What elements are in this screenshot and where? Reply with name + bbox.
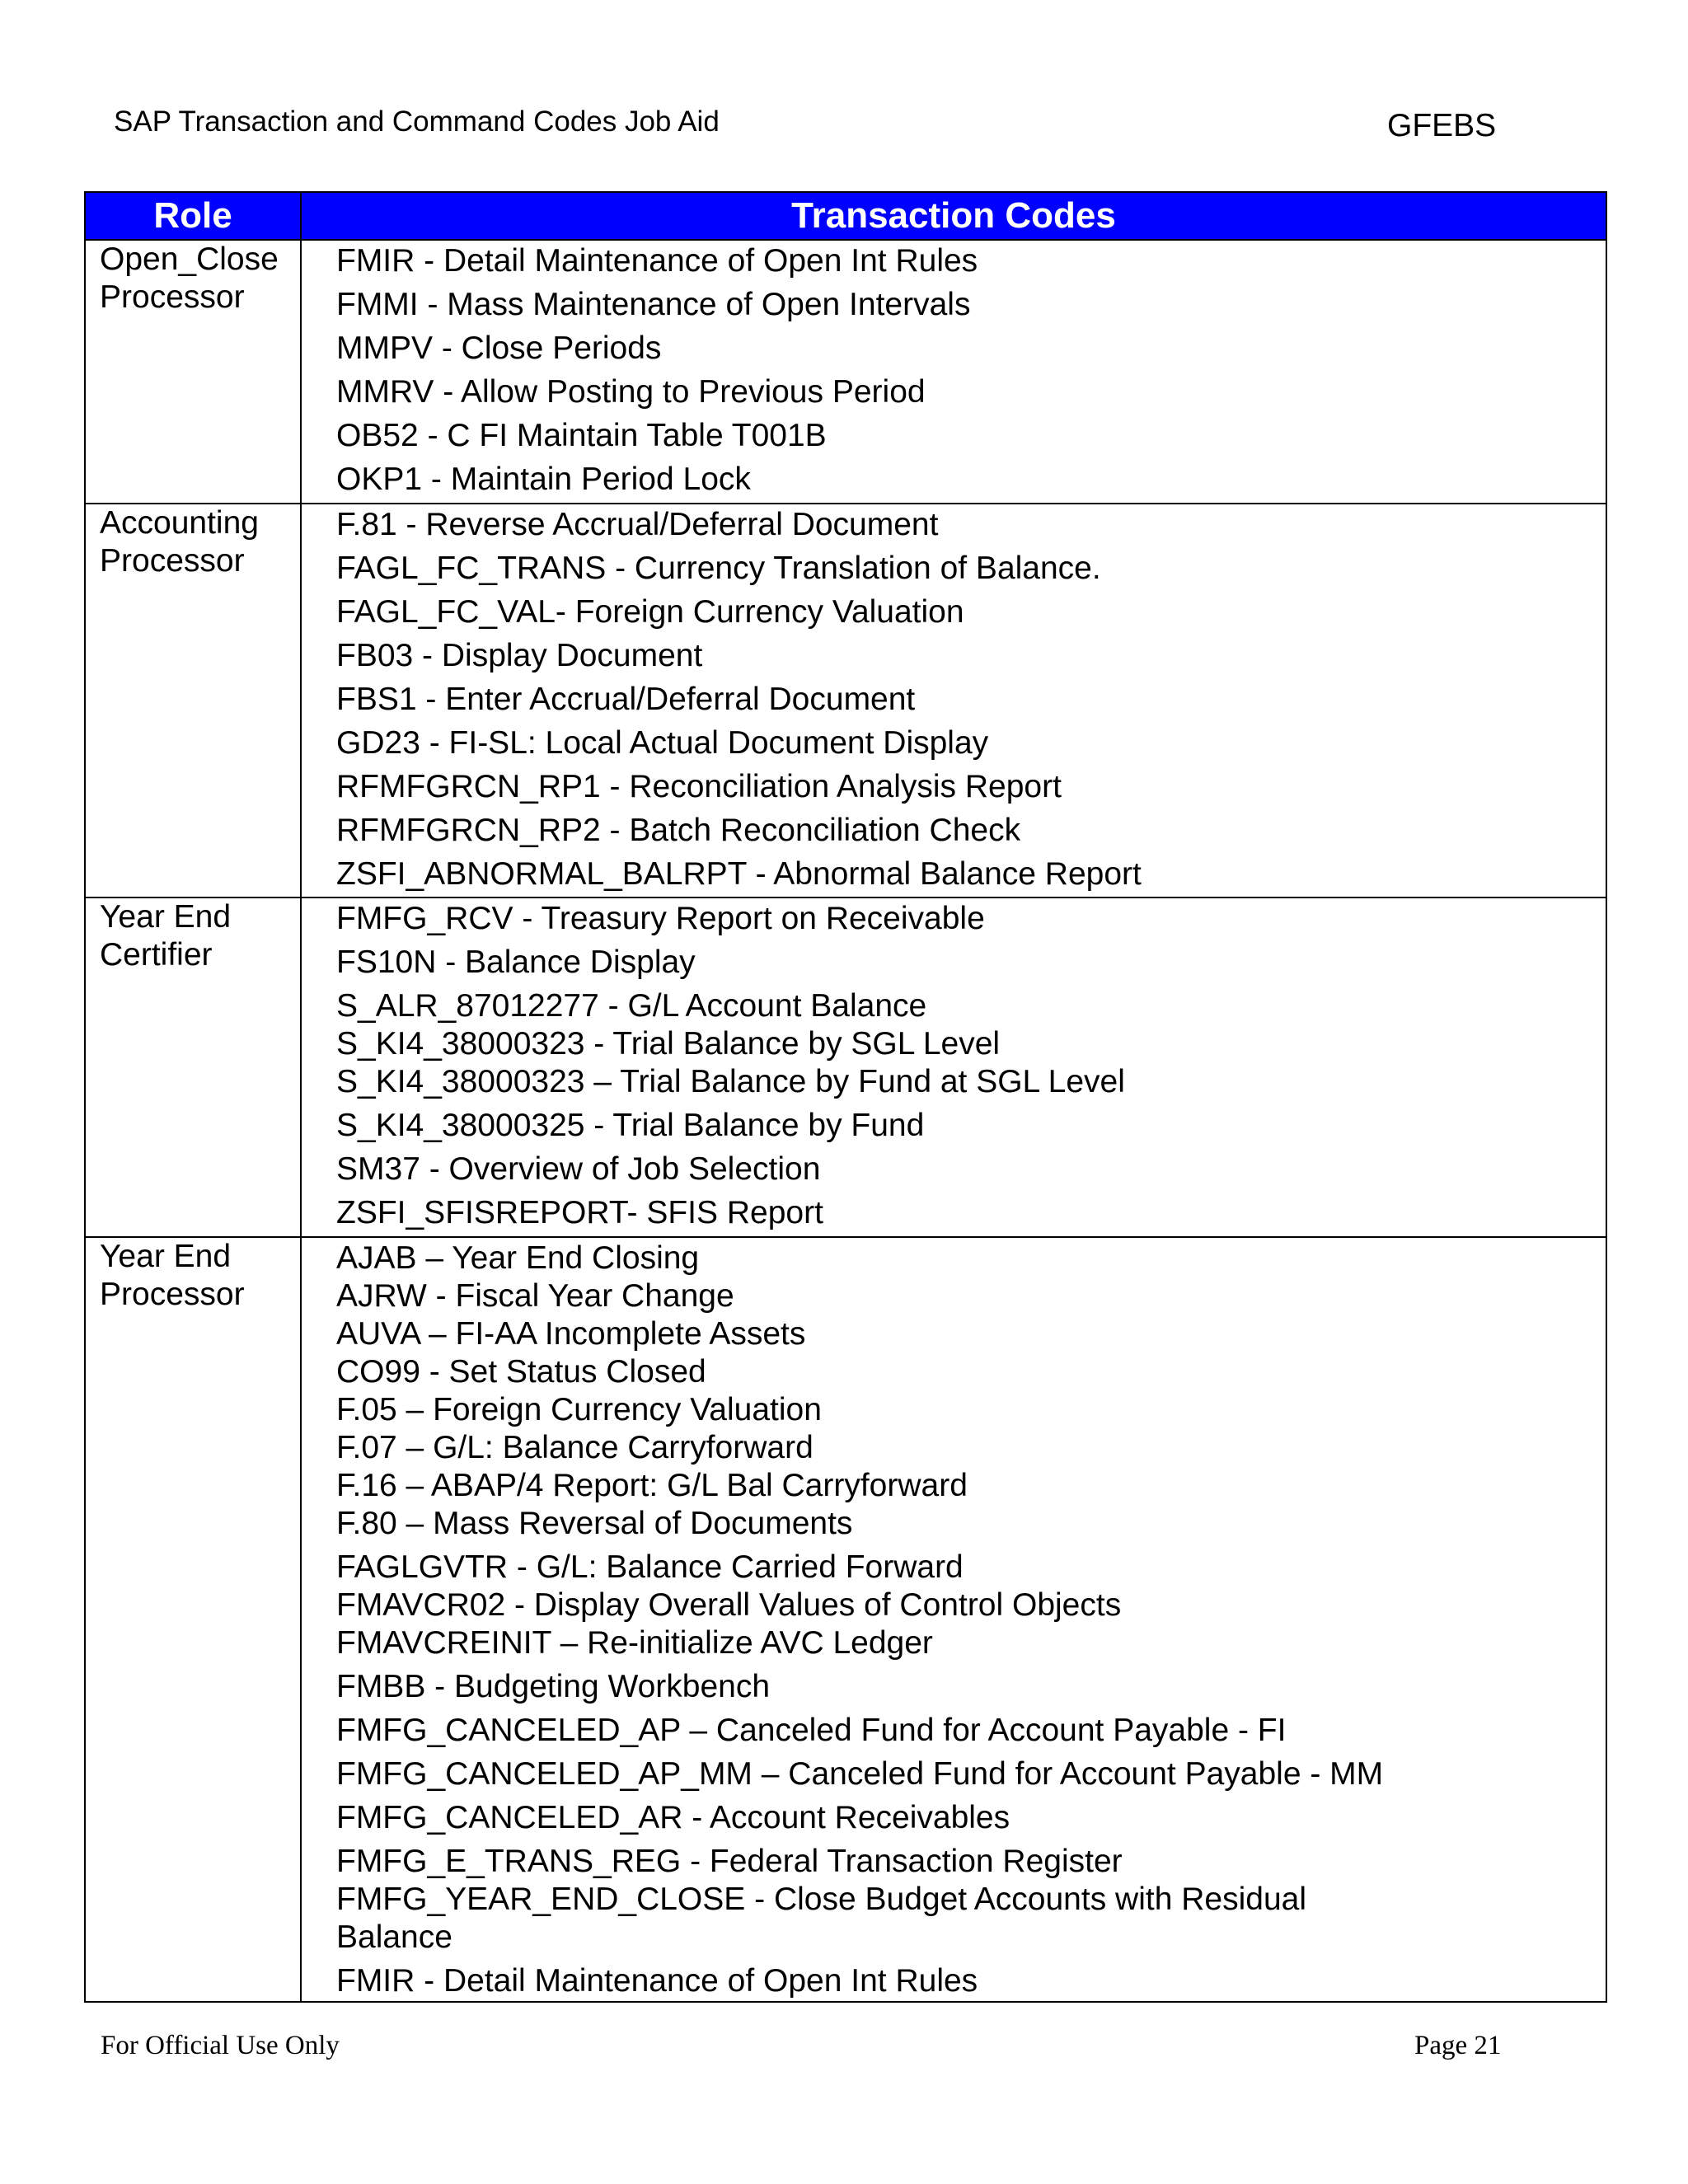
role-cell bbox=[85, 1237, 301, 2002]
transaction-code: FAGL_FC_TRANS - Currency Translation of Balance. bbox=[336, 551, 1101, 586]
transaction-code: OKP1 - Maintain Period Lock bbox=[336, 462, 751, 497]
transaction-code: S_KI4_38000323 – Trial Balance by Fund at SGL Level bbox=[336, 1064, 1125, 1099]
org-label: GFEBS bbox=[1387, 108, 1497, 143]
role-cell bbox=[85, 504, 301, 898]
transaction-code: FMFG_CANCELED_AP – Canceled Fund for Account Payable - FI bbox=[336, 1713, 1287, 1748]
transaction-code: F.07 – G/L: Balance Carryforward bbox=[336, 1430, 814, 1465]
transaction-code: FAGLGVTR - G/L: Balance Carried Forward bbox=[336, 1549, 964, 1585]
transaction-code: S_KI4_38000325 - Trial Balance by Fund bbox=[336, 1108, 925, 1143]
transaction-code: S_ALR_87012277 - G/L Account Balance bbox=[336, 988, 927, 1024]
role-text: Certifier bbox=[100, 937, 213, 972]
transaction-code: FMFG_CANCELED_AP_MM – Canceled Fund for Account Payable - MM bbox=[336, 1756, 1384, 1792]
role-cell bbox=[85, 898, 301, 1237]
transaction-code: AJRW - Fiscal Year Change bbox=[336, 1278, 734, 1314]
transaction-code: FMIR - Detail Maintenance of Open Int Rules bbox=[336, 243, 978, 279]
codes-cell bbox=[301, 898, 1606, 1237]
codes-cell bbox=[301, 1237, 1606, 2002]
role-text: Processor bbox=[100, 543, 245, 579]
table-row bbox=[85, 898, 1606, 1237]
transaction-code: F.81 - Reverse Accrual/Deferral Document bbox=[336, 507, 939, 542]
transaction-code: F.80 – Mass Reversal of Documents bbox=[336, 1506, 853, 1541]
role-cell bbox=[85, 240, 301, 504]
transaction-code: FMFG_E_TRANS_REG - Federal Transaction Register bbox=[336, 1844, 1123, 1879]
role-text: Accounting bbox=[100, 505, 259, 541]
transaction-code: MMPV - Close Periods bbox=[336, 330, 662, 366]
transaction-code: AUVA – FI-AA Incomplete Assets bbox=[336, 1316, 806, 1352]
transaction-code: CO99 - Set Status Closed bbox=[336, 1354, 706, 1390]
transaction-code: FS10N - Balance Display bbox=[336, 944, 696, 980]
transaction-code: S_KI4_38000323 - Trial Balance by SGL Level bbox=[336, 1026, 1001, 1062]
codes-cell bbox=[301, 504, 1606, 898]
transaction-code: FMFG_CANCELED_AR - Account Receivables bbox=[336, 1800, 1010, 1835]
transaction-code: Balance bbox=[336, 1919, 452, 1955]
role-text: Open_Close bbox=[100, 241, 279, 277]
table-row bbox=[85, 1237, 1606, 2002]
transaction-code: FMMI - Mass Maintenance of Open Intervals bbox=[336, 287, 971, 322]
transaction-code: FBS1 - Enter Accrual/Deferral Document bbox=[336, 682, 916, 717]
transaction-code: MMRV - Allow Posting to Previous Period bbox=[336, 374, 926, 410]
role-text: Processor bbox=[100, 279, 245, 315]
column-header-codes: Transaction Codes bbox=[301, 192, 1606, 240]
transaction-code: ZSFI_SFISREPORT- SFIS Report bbox=[336, 1195, 823, 1230]
transaction-code: ZSFI_ABNORMAL_BALRPT - Abnormal Balance Report bbox=[336, 856, 1142, 892]
page-number: Page 21 bbox=[1414, 2031, 1502, 2060]
transaction-codes-table bbox=[84, 191, 1607, 2003]
role-text: Year End bbox=[100, 1239, 232, 1274]
table-row bbox=[85, 504, 1606, 898]
transaction-code: SM37 - Overview of Job Selection bbox=[336, 1151, 821, 1187]
transaction-code: FB03 - Display Document bbox=[336, 638, 703, 673]
transaction-code: FAGL_FC_VAL- Foreign Currency Valuation bbox=[336, 594, 964, 630]
transaction-code: AJAB – Year End Closing bbox=[336, 1240, 700, 1276]
document-title: SAP Transaction and Command Codes Job Aid bbox=[114, 105, 720, 138]
transaction-code: OB52 - C FI Maintain Table T001B bbox=[336, 418, 827, 453]
transaction-code: RFMFGRCN_RP2 - Batch Reconciliation Check bbox=[336, 813, 1021, 848]
role-text: Year End bbox=[100, 899, 232, 935]
transaction-code: F.16 – ABAP/4 Report: G/L Bal Carryforward bbox=[336, 1468, 968, 1503]
table-row bbox=[85, 240, 1606, 504]
column-header-role: Role bbox=[85, 192, 301, 240]
role-text: Processor bbox=[100, 1277, 245, 1312]
transaction-code: FMFG_YEAR_END_CLOSE - Close Budget Accounts with Residual bbox=[336, 1882, 1306, 1917]
transaction-code: FMAVCR02 - Display Overall Values of Control Objects bbox=[336, 1587, 1122, 1623]
transaction-code: GD23 - FI-SL: Local Actual Document Display bbox=[336, 725, 989, 761]
transaction-code: FMBB - Budgeting Workbench bbox=[336, 1669, 771, 1704]
transaction-code: FMAVCREINIT – Re-initialize AVC Ledger bbox=[336, 1625, 933, 1661]
transaction-code: F.05 – Foreign Currency Valuation bbox=[336, 1392, 822, 1427]
table-header-row bbox=[85, 192, 1606, 240]
transaction-code: FMIR - Detail Maintenance of Open Int Rules bbox=[336, 1963, 978, 1999]
footer-classification: For Official Use Only bbox=[101, 2031, 340, 2060]
transaction-code: RFMFGRCN_RP1 - Reconciliation Analysis Report bbox=[336, 769, 1062, 804]
codes-cell bbox=[301, 240, 1606, 504]
transaction-code: FMFG_RCV - Treasury Report on Receivable bbox=[336, 901, 985, 936]
